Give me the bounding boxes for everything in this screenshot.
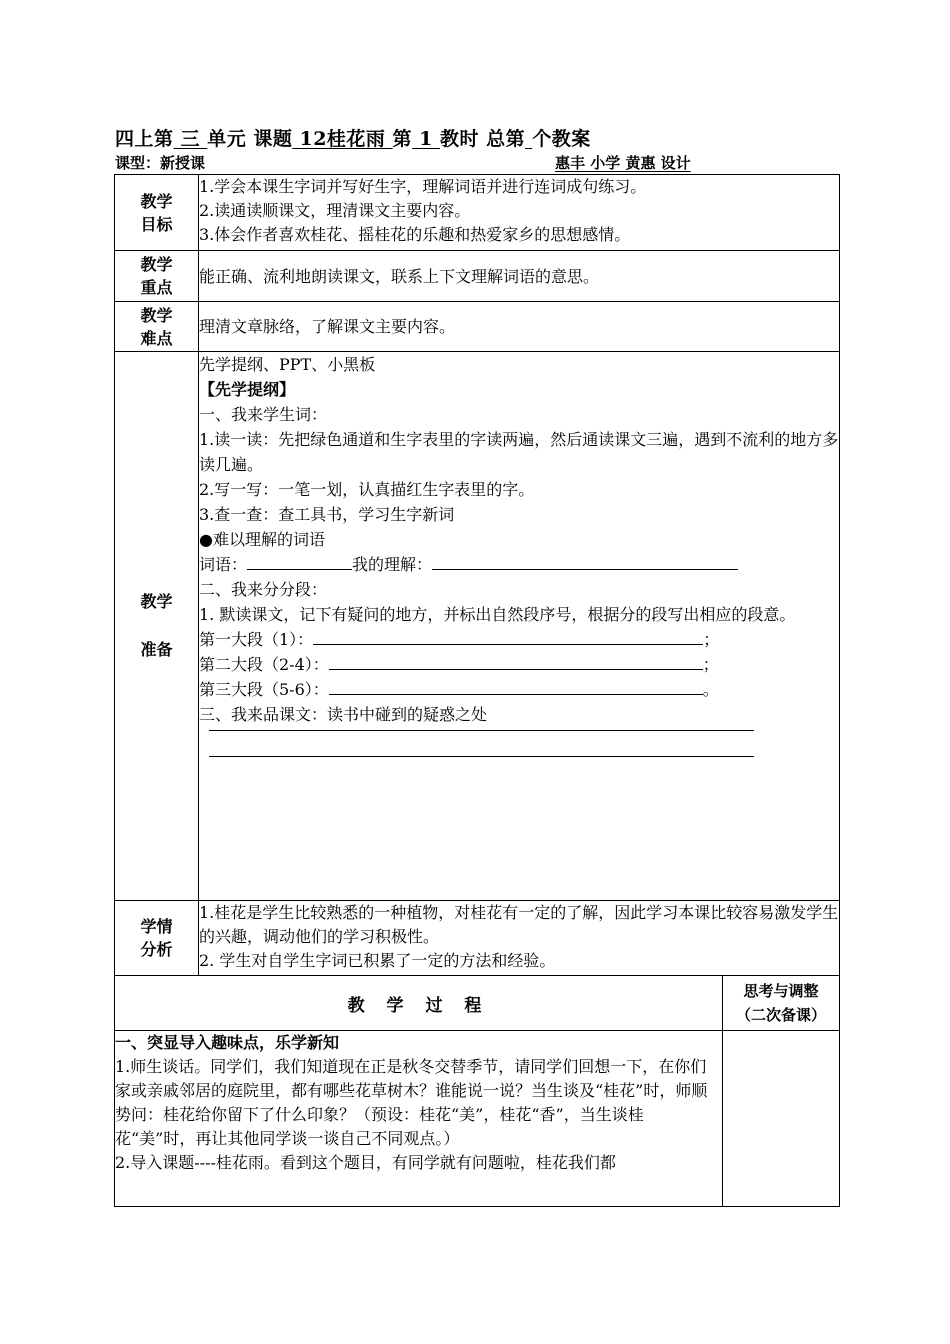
answer-line [209,755,754,757]
difficulty-label-2: 难点 [140,328,173,348]
understand-label: 我的理解： [352,555,433,574]
process-side-header [723,976,840,1031]
segment-label: 第二大段（2-4）： [199,655,329,674]
hard-words-heading: ●难以理解的词语 [199,530,325,549]
prep-label-2: 准备 [140,640,173,659]
outline-title: 【先学提纲】 [199,380,296,399]
goals-label-1: 教学 [140,191,173,211]
side-title: 思考与调整 [743,982,819,1000]
title-suffix: 个教案 [532,128,591,150]
difficulty-content: 理清文章脉络，了解课文主要内容。 [199,302,840,352]
difficulty-label-1: 教学 [140,305,173,325]
process-paragraph: 2.导入课题----桂花雨。看到这个题目，有同学就有问题啦，桂花我们都 [115,1153,616,1172]
goal-item: 1.学会本课生字词并写好生字，理解词语并进行连词成句练习。 [199,177,647,196]
title-prefix: 四上第 [115,128,174,150]
segment-end: 。 [702,680,719,699]
prep-row [115,352,840,901]
section-item: 1. 默读课文，记下有疑问的地方，并标出自然段序号，根据分的段写出相应的段意。 [199,605,796,624]
prep-label-1: 教学 [140,592,173,611]
segment-label: 第三大段（5-6）： [199,680,329,699]
process-title: 教 学 过 程 [115,976,723,1031]
segment-blank [313,628,703,645]
difficulty-label [115,302,199,352]
word-blank [247,553,352,570]
analysis-label-2: 分析 [140,940,173,959]
segment-line [199,652,839,677]
word-understanding-line [199,552,839,577]
analysis-label [115,901,199,976]
lesson-topic: 12桂花雨 [292,128,393,150]
key-row [115,251,840,302]
side-subtitle: （二次备课） [735,1006,826,1024]
goals-label [115,175,199,251]
adjustment-cell [723,1031,840,1207]
key-content: 能正确、流利地朗读课文，联系上下文理解词语的意思。 [199,251,840,302]
section-item: 2.写一写：一笔一划，认真描红生字表里的字。 [199,480,535,499]
key-label-2: 重点 [140,278,173,297]
analysis-content [199,901,840,976]
title-period-label: 第 [392,128,413,150]
title-unit-label: 单元 课题 [207,128,293,150]
key-label-1: 教学 [140,255,173,274]
goals-row [115,175,840,251]
segment-end: ； [702,655,719,674]
process-content [115,1031,723,1207]
understand-blank [432,553,738,570]
section-heading: 二、我来分分段： [199,580,328,599]
analysis-label-1: 学情 [140,917,173,936]
goal-item: 2.读通读顺课文，理清课文主要内容。 [199,201,471,220]
section-item: 3.查一查：查工具书，学习生字新词 [199,505,455,524]
prep-label [115,352,199,901]
word-label: 词语： [199,555,248,574]
difficulty-row [115,302,840,352]
segment-blank [329,653,703,670]
segment-end: ； [703,630,720,649]
section-item: 1.读一读：先把绿色通道和生字表里的字读两遍，然后通读课文三遍，遇到不流利的地方多读几遍。 [199,430,839,474]
segment-line [199,627,839,652]
process-header-row [115,976,840,1031]
prep-content [199,352,840,901]
document-title [115,124,591,151]
segment-line [199,677,839,702]
key-label [115,251,199,302]
prep-materials: 先学提纲、PPT、小黑板 [199,355,376,374]
lesson-plan-table [114,174,840,1207]
goals-content [199,175,840,251]
lesson-type: 课型：新授课 [115,154,206,172]
analysis-item: 2. 学生对自学生字词已积累了一定的方法和经验。 [199,951,556,970]
period-number: 1 [412,128,441,150]
analysis-row [115,901,840,976]
goals-label-2: 目标 [140,214,173,234]
unit-number: 三 [173,128,208,150]
answer-line [209,729,754,731]
segment-blank [329,678,703,695]
segment-label: 第一大段（1）： [199,630,314,649]
title-total-label: 教时 总第 [440,128,526,150]
analysis-item: 1.桂花是学生比较熟悉的一种植物，对桂花有一定的了解，因此学习本课比较容易激发学生的兴趣，调动他们的学习积极性。 [199,903,839,946]
goal-item: 3.体会作者喜欢桂花、摇桂花的乐趣和热爱家乡的思想感情。 [199,225,631,244]
process-body-row [115,1031,840,1207]
designer-credit: 惠丰 小学 黄惠 设计 [555,154,691,172]
section-heading: 一、我来学生词： [199,405,328,424]
process-paragraph: 1.师生谈话。同学们，我们知道现在正是秋冬交替季节，请同学们回想一下，在你们家或亲戚邻居的庭院里，都有哪些花草树木？谁能说一说？当生谈及“桂花”时，师顺势问：桂花给你留下了什么印象？（预设：桂花“美”，桂花“香”，当生谈桂花“美”时，再让其他同学谈一谈自己不同观点。） [115,1057,708,1148]
step-title: 一、突显导入趣味点，乐学新知 [115,1033,340,1052]
section-heading: 三、我来品课文：读书中碰到的疑惑之处 [199,705,488,724]
